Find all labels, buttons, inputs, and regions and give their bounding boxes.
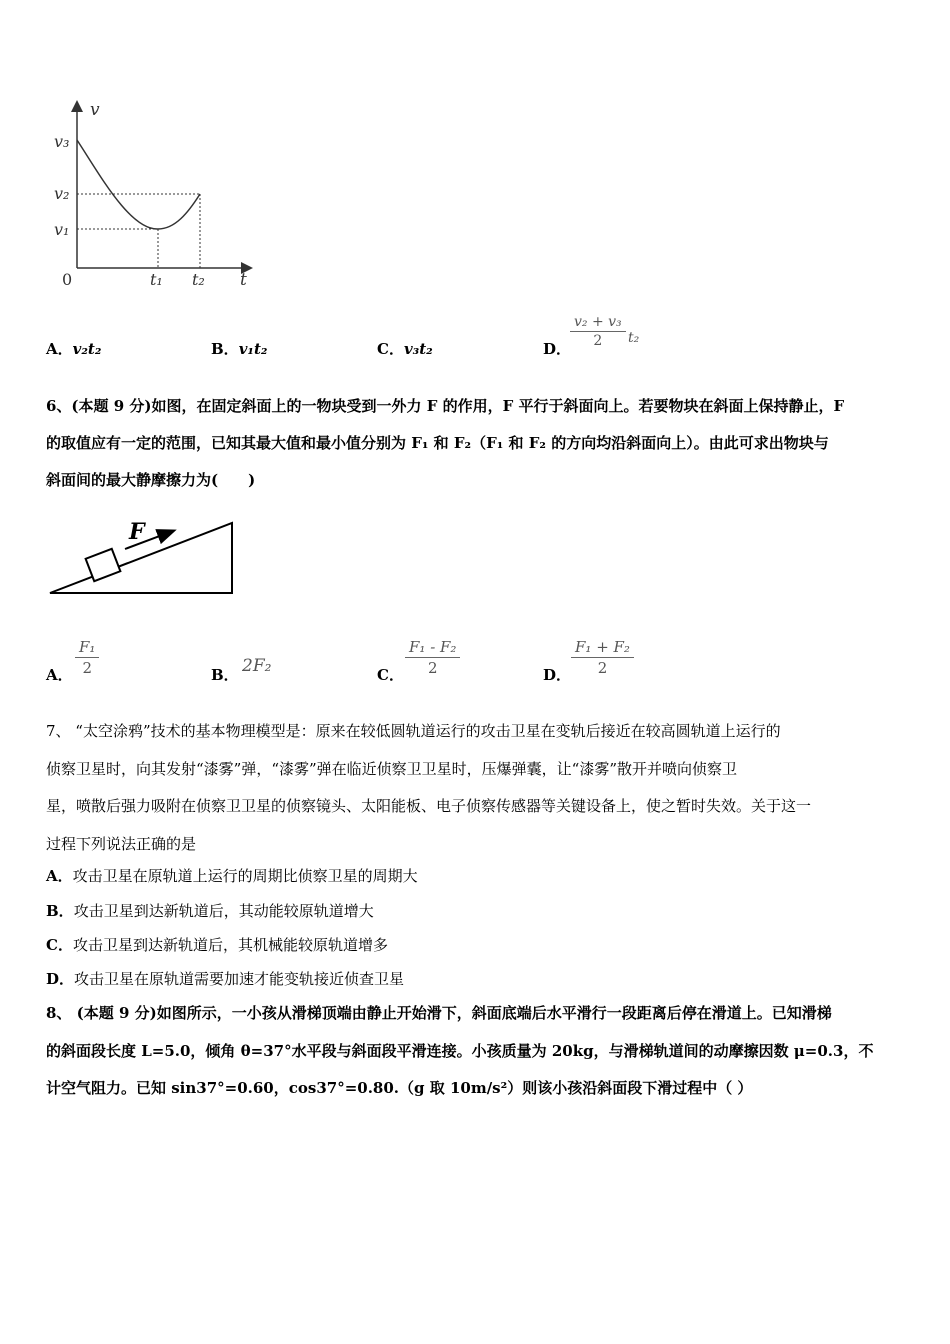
q6-option-d[interactable]: D． — [543, 666, 572, 684]
q6-option-c[interactable]: C． — [377, 666, 404, 684]
q5-option-c[interactable]: C．v₃t₂ — [377, 340, 433, 358]
q6-option-b-value: 2F₂ — [242, 656, 272, 676]
incline-figure — [45, 515, 240, 600]
axis-x-label: t — [240, 270, 247, 290]
q6-option-a-fraction: F₁ 2 — [75, 638, 99, 677]
q7-option-a[interactable]: A．攻击卫星在原轨道上运行的周期比侦察卫星的周期大 — [46, 867, 418, 885]
q6-option-a[interactable]: A． — [46, 666, 73, 684]
origin-label: 0 — [62, 270, 73, 289]
velocity-curve — [77, 140, 200, 229]
q7-line-2: 侦察卫星时，向其发射“漆雾”弹，“漆雾”弹在临近侦察卫卫星时，压爆弹囊，让“漆雾”散开并喷向侦察卫 — [46, 760, 738, 778]
q6-line-2: 的取值应有一定的范围，已知其最大值和最小值分别为 F₁ 和 F₂（F₁ 和 F₂ 的方向均沿斜面向上）。由此可求出物块与 — [46, 434, 829, 452]
q8-line-2: 的斜面段长度 L=5.0，倾角 θ=37°水平段与斜面段平滑连接。小孩质量为 20kg，与滑梯轨道间的动摩擦因数 μ=0.3，不 — [46, 1042, 874, 1060]
q6-line-1: 6、(本题 9 分)如图，在固定斜面上的一物块受到一外力 F 的作用，F 平行于斜面向上。若要物块在斜面上保持静止，F — [46, 397, 845, 415]
q7-option-b[interactable]: B．攻击卫星到达新轨道后，其动能较原轨道增大 — [46, 902, 374, 920]
q5-option-a[interactable]: A．v₂t₂ — [46, 340, 102, 358]
q5-option-d-tail: t₂ — [628, 330, 640, 346]
q8-line-3: 计空气阻力。已知 sin37°=0.60，cos37°=0.80.（g 取 10m/s²）则该小孩沿斜面段下滑过程中（ ） — [46, 1079, 753, 1097]
q6-option-b[interactable]: B． — [211, 666, 239, 684]
q7-option-c[interactable]: C．攻击卫星到达新轨道后，其机械能较原轨道增多 — [46, 936, 388, 954]
q7-line-3: 星，喷散后强力吸附在侦察卫卫星的侦察镜头、太阳能板、电子侦察传感器等关键设备上，使之暂时失效。关于这一 — [46, 797, 812, 815]
v3-label: v₃ — [54, 132, 70, 151]
t1-label: t₁ — [150, 270, 163, 289]
q6-option-c-fraction: F₁ - F₂ 2 — [405, 638, 460, 677]
q8-line-1: 8、 (本题 9 分)如图所示，一小孩从滑梯顶端由静止开始滑下，斜面底端后水平滑行一段距离后停在滑道上。已知滑梯 — [46, 1004, 832, 1022]
q5-option-d[interactable]: D． — [543, 340, 572, 358]
q7-line-4: 过程下列说法正确的是 — [46, 835, 197, 853]
axis-y-label: v — [90, 100, 100, 120]
velocity-time-graph — [40, 95, 270, 295]
v2-label: v₂ — [54, 184, 70, 203]
q5-option-b[interactable]: B．v₁t₂ — [211, 340, 268, 358]
force-label: F — [129, 519, 145, 545]
q7-option-d[interactable]: D．攻击卫星在原轨道需要加速才能变轨接近侦查卫星 — [46, 970, 405, 988]
v1-label: v₁ — [54, 220, 70, 239]
t2-label: t₂ — [192, 270, 205, 289]
q7-line-1: 7、 “太空涂鸦”技术的基本物理模型是：原来在较低圆轨道运行的攻击卫星在变轨后接近在较高圆轨道上运行的 — [46, 722, 781, 740]
q6-option-d-fraction: F₁ + F₂ 2 — [571, 638, 634, 677]
q5-option-d-fraction: v₂ + v₃ 2 — [570, 314, 626, 349]
q6-line-3: 斜面间的最大静摩擦力为( ) — [46, 471, 256, 489]
